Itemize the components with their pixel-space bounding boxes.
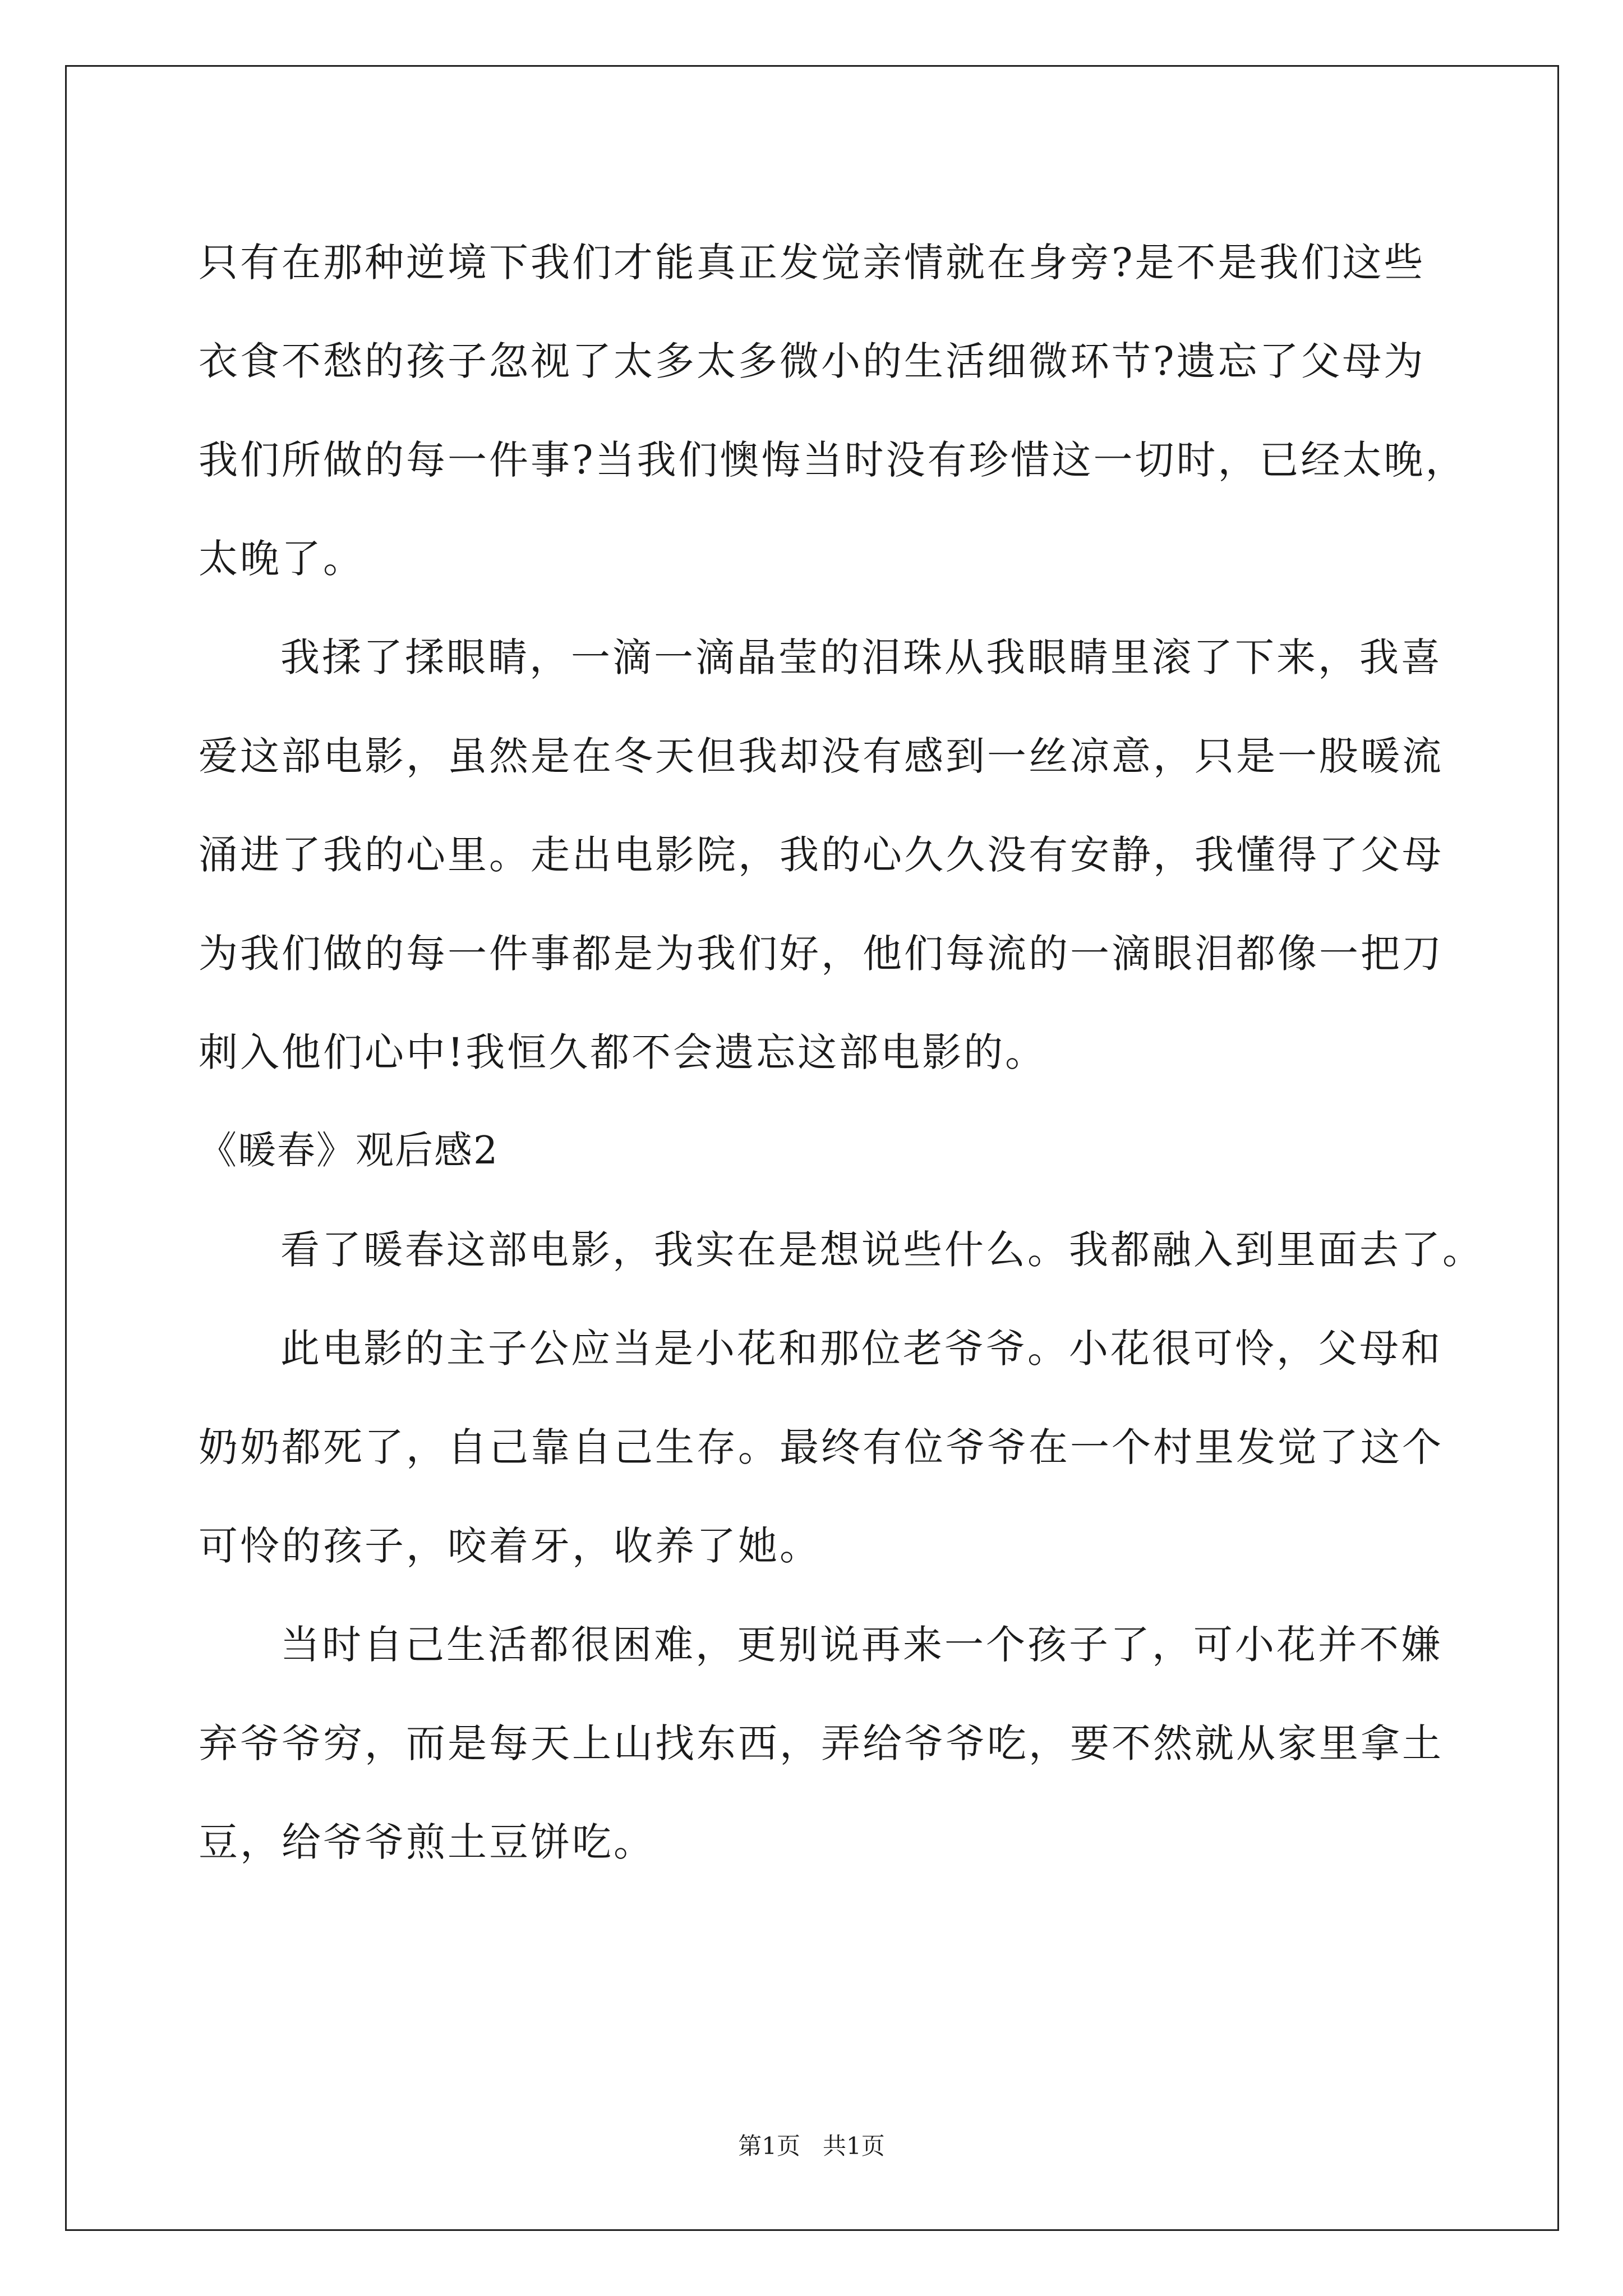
paragraph-5 <box>199 1595 1444 1892</box>
section-heading: 《暖春》观后感2 <box>199 1129 499 1173</box>
paragraph-2 <box>199 608 1444 1102</box>
paragraph-3 <box>199 1200 1484 1299</box>
text-line: 豆，给爷爷煎土豆饼吃。 <box>199 1819 655 1865</box>
paragraph-4 <box>199 1299 1444 1595</box>
paragraph-1 <box>199 213 1467 608</box>
text-line: 我揉了揉眼睛，一滴一滴晶莹的泪珠从我眼睛里滚了下来，我喜 <box>280 634 1442 680</box>
text-line: 看了暖春这部电影，我实在是想说些什么。我都融入到里面去了。 <box>280 1227 1484 1273</box>
text-line: 弃爷爷穷，而是每天上山找东西，弄给爷爷吃，要不然就从家里拿土 <box>199 1720 1444 1766</box>
text-line: 刺入他们心中!我恒久都不会遗忘这部电影的。 <box>199 1029 1047 1075</box>
text-line: 当时自己生活都很困难，更别说再来一个孩子了，可小花并不嫌 <box>280 1622 1442 1668</box>
text-line: 为我们做的每一件事都是为我们好，他们每流的一滴眼泪都像一把刀 <box>199 931 1444 977</box>
text-line: 此电影的主子公应当是小花和那位老爷爷。小花很可怜，父母和 <box>280 1326 1442 1372</box>
text-line: 可怜的孩子，咬着牙，收养了她。 <box>199 1523 821 1569</box>
text-line: 涌进了我的心里。走出电影院，我的心久久没有安静，我懂得了父母 <box>199 832 1444 878</box>
text-line: 奶奶都死了，自己靠自己生存。最终有位爷爷在一个村里发觉了这个 <box>199 1424 1444 1470</box>
page-footer: 第1页 共1页 <box>738 2132 885 2160</box>
text-line: 太晚了。 <box>199 536 365 582</box>
text-line: 爱这部电影，虽然是在冬天但我却没有感到一丝凉意，只是一股暖流 <box>199 733 1444 779</box>
text-line: 我们所做的每一件事?当我们懊悔当时没有珍惜这一切时，已经太晚， <box>199 437 1467 483</box>
document-body <box>199 213 1484 1892</box>
text-line: 衣食不愁的孩子忽视了太多太多微小的生活细微环节?遗忘了父母为 <box>199 338 1426 384</box>
text-line: 只有在那种逆境下我们才能真正发觉亲情就在身旁?是不是我们这些 <box>199 240 1426 286</box>
